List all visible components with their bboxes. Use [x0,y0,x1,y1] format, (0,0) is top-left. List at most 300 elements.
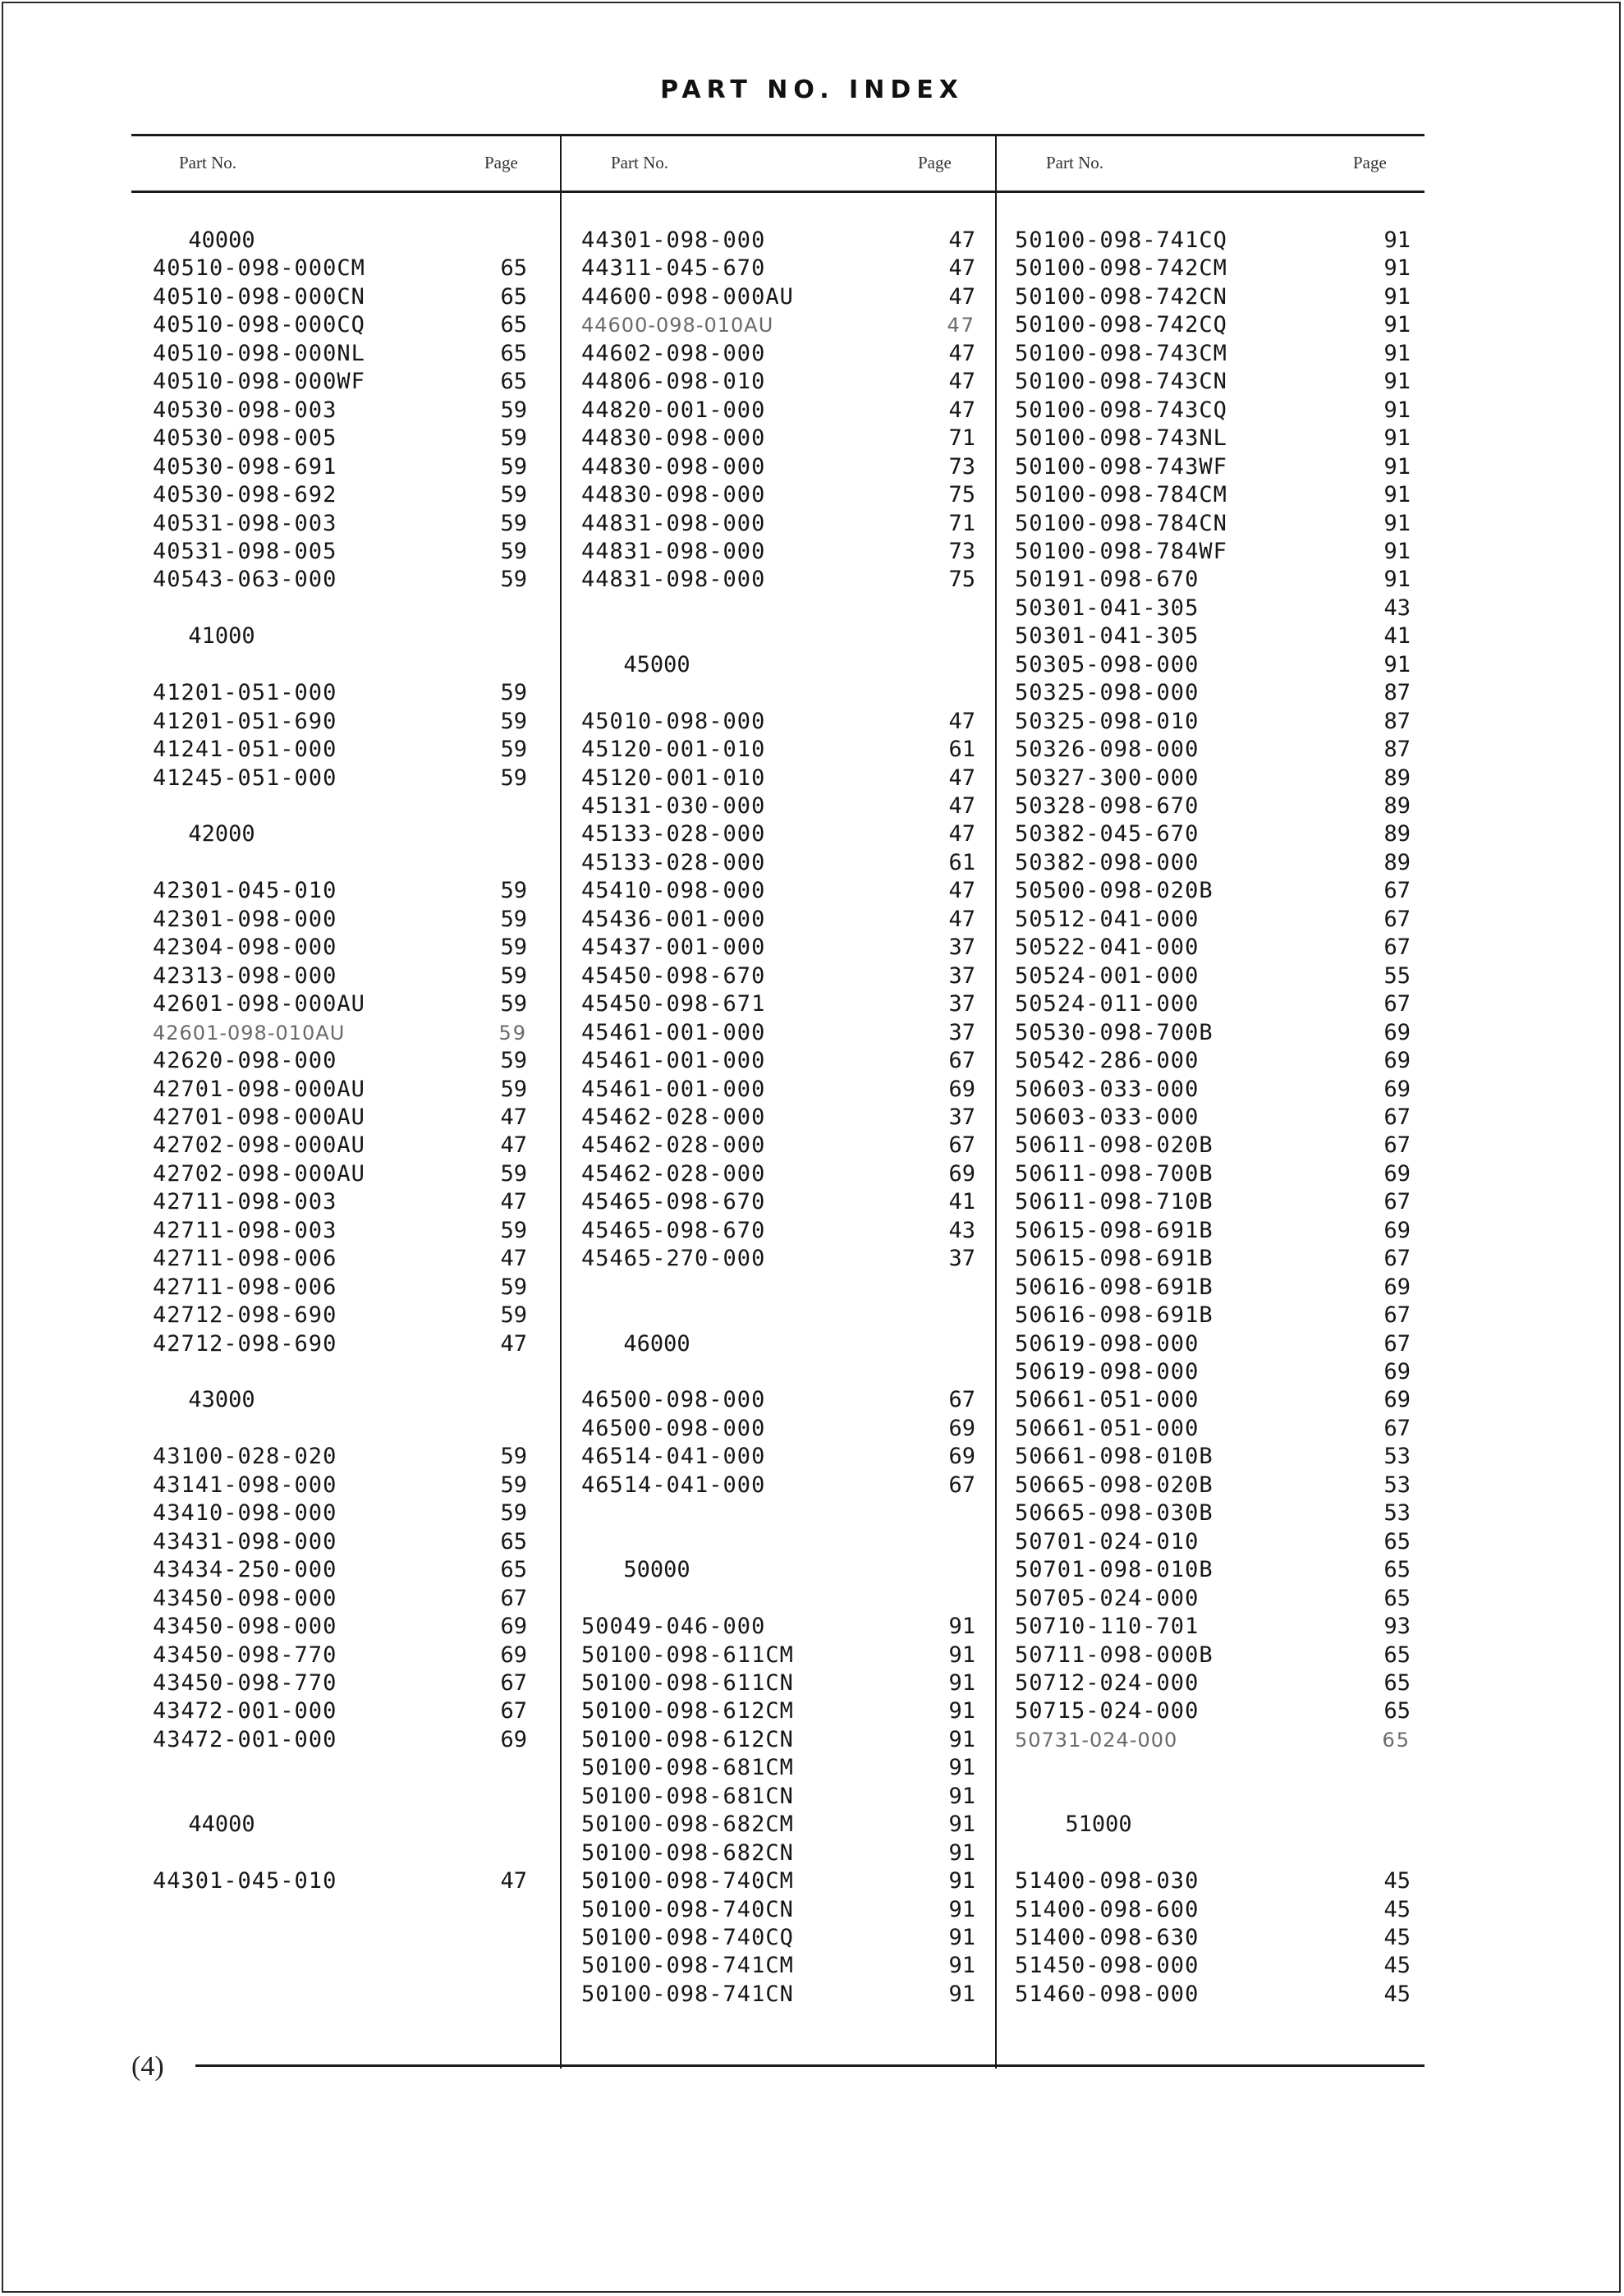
page-reference: 47 [948,793,975,819]
page-reference: 59 [500,482,527,507]
part-number: 40531-098-005 [153,539,337,564]
index-row [581,1924,975,1952]
part-number: 50100-098-612CM [581,1698,794,1724]
part-number: 41201-051-000 [153,680,337,705]
page-reference: 47 [948,821,975,847]
index-row [1015,255,1411,282]
section-heading: 40000 [188,227,255,253]
index-row [153,368,527,396]
section-heading: 46000 [623,1331,690,1357]
page-reference: 91 [1383,312,1411,338]
page-reference: 59 [500,1472,527,1498]
part-number: 42711-098-006 [153,1246,337,1271]
page-reference: 59 [500,991,527,1017]
part-number: 43472-001-000 [153,1698,337,1724]
index-row [1015,1132,1411,1159]
index-row [1015,397,1411,425]
index-row [1015,708,1411,736]
column-3-page-header: Page [1353,153,1387,172]
index-row [153,1642,527,1669]
index-row [581,1613,975,1641]
page-reference: 91 [948,1840,975,1866]
footer-rule [195,2064,1424,2067]
page-reference: 53 [1383,1444,1411,1469]
index-row [1015,1896,1411,1924]
part-number: 50100-098-742CQ [1015,312,1227,338]
part-number: 45133-028-000 [581,821,766,847]
part-number: 43434-250-000 [153,1557,337,1582]
page-reference: 47 [948,284,975,310]
index-row [1015,1952,1411,1980]
page-title: PART NO. INDEX [660,76,964,104]
part-number: 50100-098-741CQ [1015,227,1227,253]
part-number: 42711-098-003 [153,1218,337,1243]
index-row [1015,1981,1411,2009]
index-row [581,1981,975,2009]
page-reference: 69 [1383,1387,1411,1412]
index-row [153,962,527,990]
index-row [153,453,527,481]
page-reference: 67 [1383,1416,1411,1441]
part-number: 45462-028-000 [581,1161,766,1187]
section-heading: 51000 [1065,1812,1132,1837]
part-number: 44830-098-000 [581,482,766,507]
index-row [581,1386,975,1414]
part-number: 42702-098-000AU [153,1161,365,1187]
section-heading: 41000 [188,623,255,649]
index-row [153,1160,527,1188]
part-number: 50100-098-612CN [581,1727,794,1752]
index-row [1015,595,1411,622]
page-reference: 91 [1383,539,1411,564]
index-row [581,820,975,848]
page-reference: 69 [1383,1359,1411,1384]
page-reference: 65 [500,369,527,394]
page-reference: 43 [948,1218,975,1243]
page-reference: 45 [1383,1981,1411,2007]
page-reference: 67 [948,1472,975,1498]
index-row [1015,934,1411,962]
index-row [581,397,975,425]
column-divider-2 [995,135,997,2069]
page-reference: 59 [500,567,527,592]
part-number: 44820-001-000 [581,397,766,423]
part-number: 50100-098-611CN [581,1670,794,1696]
part-number: 50325-098-010 [1015,709,1200,734]
index-row [1015,1358,1411,1386]
page-reference: 73 [948,539,975,564]
page-reference: 65 [500,284,527,310]
page-reference: 59 [500,511,527,536]
part-number: 45450-098-671 [581,991,766,1017]
page-reference: 65 [500,341,527,366]
index-row [581,906,975,934]
index-row [581,425,975,452]
page-reference: 69 [500,1642,527,1668]
page-reference: 75 [948,482,975,507]
page-reference: 65 [1383,1557,1411,1582]
index-row [581,340,975,368]
page-reference: 67 [1383,1302,1411,1328]
part-number: 50100-098-742CM [1015,255,1227,281]
part-number: 45436-001-000 [581,907,766,932]
page-reference: 59 [500,1218,527,1243]
page-reference: 47 [948,397,975,423]
section-heading: 45000 [623,652,690,677]
part-number: 50100-098-743CN [1015,369,1227,394]
page-reference: 67 [1383,1132,1411,1158]
part-number: 46514-041-000 [581,1444,766,1469]
part-number: 40530-098-692 [153,482,337,507]
part-number: 43410-098-000 [153,1500,337,1526]
part-number: 51400-098-600 [1015,1897,1200,1922]
page-reference: 69 [948,1416,975,1441]
part-number: 40530-098-003 [153,397,337,423]
index-row [581,877,975,905]
page-reference: 91 [1383,425,1411,451]
page-reference: 91 [1383,482,1411,507]
part-number: 44301-045-010 [153,1868,337,1894]
index-row [581,481,975,509]
page-reference: 67 [1383,907,1411,932]
part-number: 42601-098-010AU [153,1022,346,1045]
index-row [153,1472,527,1499]
page-reference: 91 [948,1614,975,1639]
page-reference: 91 [948,1868,975,1894]
page-reference: 37 [948,991,975,1017]
index-row [153,1556,527,1584]
index-row [581,1867,975,1895]
page-reference: 91 [948,1812,975,1837]
index-row [153,1132,527,1159]
part-number: 50301-041-305 [1015,595,1200,621]
part-number: 50616-098-691B [1015,1302,1213,1328]
part-number: 50327-300-000 [1015,765,1200,791]
part-number: 44311-045-670 [581,255,766,281]
index-row [1015,1443,1411,1471]
page-reference: 53 [1383,1500,1411,1526]
index-row [581,1415,975,1443]
index-row [1015,877,1411,905]
index-row [1015,510,1411,538]
index-row [581,1726,975,1754]
part-number: 42304-098-000 [153,934,337,960]
part-number: 50661-051-000 [1015,1387,1200,1412]
index-row [1015,622,1411,650]
part-number: 44830-098-000 [581,425,766,451]
page-reference: 45 [1383,1953,1411,1978]
page-reference: 59 [500,425,527,451]
index-row [1015,906,1411,934]
index-row [153,311,527,339]
part-number: 50100-098-681CM [581,1755,794,1780]
page-reference: 67 [948,1048,975,1073]
part-number: 40510-098-000CM [153,255,365,281]
page-reference: 65 [500,1557,527,1582]
index-row [1015,340,1411,368]
part-number: 45465-270-000 [581,1246,766,1271]
index-row [153,1613,527,1641]
part-number: 50100-098-740CN [581,1897,794,1922]
page-reference: 67 [1383,1104,1411,1130]
part-number: 50603-033-000 [1015,1104,1200,1130]
index-row [153,1274,527,1302]
index-row [153,1697,527,1725]
part-number: 51400-098-630 [1015,1925,1200,1950]
part-number: 50710-110-701 [1015,1614,1200,1639]
page-reference: 65 [1383,1529,1411,1554]
part-number: 44600-098-000AU [581,284,794,310]
index-row [581,1443,975,1471]
index-row [153,1302,527,1329]
index-row [581,1642,975,1669]
index-row [1015,1585,1411,1613]
page-reference: 47 [948,709,975,734]
part-number: 41245-051-000 [153,765,337,791]
part-number: 50500-098-020B [1015,878,1213,903]
page-reference: 89 [1383,850,1411,875]
column-2-part-header: Part No. [611,153,668,172]
index-row [153,736,527,764]
page-reference: 71 [948,511,975,536]
part-number: 40531-098-003 [153,511,337,536]
index-row [1015,765,1411,792]
page-reference: 69 [500,1614,527,1639]
part-number: 40510-098-000CQ [153,312,365,338]
part-number: 50619-098-000 [1015,1331,1200,1357]
part-number: 50100-098-743WF [1015,454,1227,480]
page-reference: 47 [500,1246,527,1271]
page-reference: 91 [1383,369,1411,394]
index-row [153,1726,527,1754]
index-row [153,1867,527,1895]
page-reference: 59 [500,709,527,734]
index-row [581,510,975,538]
index-row [153,510,527,538]
part-number: 50615-098-691B [1015,1246,1213,1271]
index-row [1015,1726,1411,1754]
part-number: 42701-098-000AU [153,1077,365,1102]
index-row [1015,1217,1411,1245]
part-number: 50731-024-000 [1015,1729,1178,1752]
part-number: 50100-098-682CM [581,1812,794,1837]
index-row [1015,651,1411,679]
index-row [1015,1302,1411,1329]
index-row [1015,1528,1411,1556]
page-reference: 59 [500,1077,527,1102]
part-number: 50524-011-000 [1015,991,1200,1017]
index-row [581,849,975,877]
page-reference: 59 [500,963,527,989]
index-row [153,679,527,707]
page-reference: 65 [500,1529,527,1554]
index-row [1015,538,1411,566]
part-number: 42711-098-006 [153,1274,337,1300]
index-row [581,1104,975,1132]
page-reference: 65 [500,312,527,338]
index-row [153,340,527,368]
page-reference: 91 [948,1755,975,1780]
index-row [1015,736,1411,764]
part-number: 44602-098-000 [581,341,766,366]
page-reference: 47 [948,341,975,366]
page-reference: 47 [500,1104,527,1130]
page-reference: 69 [1383,1020,1411,1045]
index-row [1015,1499,1411,1527]
index-row [1015,1669,1411,1697]
part-number: 50100-098-741CN [581,1981,794,2007]
index-row [581,1160,975,1188]
page-reference: 47 [500,1132,527,1158]
index-row [153,877,527,905]
section-heading: 42000 [188,821,255,847]
part-number: 50530-098-700B [1015,1020,1213,1045]
page-reference: 91 [1383,341,1411,366]
part-number: 43472-001-000 [153,1727,337,1752]
page-reference: 67 [948,1132,975,1158]
index-row [581,368,975,396]
part-number: 42301-098-000 [153,907,337,932]
page-reference: 91 [1383,567,1411,592]
part-number: 43450-098-770 [153,1670,337,1696]
page-reference: 43 [1383,595,1411,621]
page-reference: 67 [1383,934,1411,960]
index-row [581,962,975,990]
index-row [1015,1472,1411,1499]
index-row [153,1019,527,1047]
part-number: 50615-098-691B [1015,1218,1213,1243]
part-number: 50326-098-000 [1015,737,1200,762]
index-row [153,934,527,962]
page-reference: 47 [948,907,975,932]
page-reference: 69 [948,1161,975,1187]
part-number: 50100-098-740CM [581,1868,794,1894]
index-row [581,566,975,594]
index-row [1015,990,1411,1018]
page-reference: 71 [948,425,975,451]
part-number: 40530-098-005 [153,425,337,451]
index-row [1015,1697,1411,1725]
index-row [581,1132,975,1159]
page-reference: 45 [1383,1925,1411,1950]
page-reference: 59 [500,934,527,960]
part-number: 40510-098-000WF [153,369,365,394]
index-row [1015,1019,1411,1047]
page-reference: 65 [1383,1642,1411,1668]
part-number: 42701-098-000AU [153,1104,365,1130]
index-row [153,906,527,934]
page-reference: 47 [948,255,975,281]
page-reference: 67 [1383,1246,1411,1271]
page-reference: 59 [500,539,527,564]
page-reference: 37 [948,1104,975,1130]
part-number: 50100-098-611CM [581,1642,794,1668]
part-number: 42601-098-000AU [153,991,365,1017]
part-number: 50712-024-000 [1015,1670,1200,1696]
index-row [1015,425,1411,452]
part-number: 45120-001-010 [581,765,766,791]
part-number: 42712-098-690 [153,1302,337,1328]
page-reference: 65 [1383,1698,1411,1724]
part-number: 45410-098-000 [581,878,766,903]
part-number: 50661-051-000 [1015,1416,1200,1441]
part-number: 41241-051-000 [153,737,337,762]
page-reference: 59 [500,1048,527,1073]
part-number: 50611-098-700B [1015,1161,1213,1187]
index-row [153,1443,527,1471]
index-row [153,1104,527,1132]
index-row [1015,962,1411,990]
part-number: 46514-041-000 [581,1472,766,1498]
part-number: 50611-098-710B [1015,1189,1213,1215]
part-number: 40543-063-000 [153,567,337,592]
page-reference: 69 [948,1077,975,1102]
page-reference: 47 [500,1868,527,1894]
page-reference: 67 [500,1670,527,1696]
index-row [1015,368,1411,396]
part-number: 50665-098-030B [1015,1500,1213,1526]
page-reference: 91 [1383,397,1411,423]
page-reference: 59 [500,397,527,423]
index-row [1015,679,1411,707]
index-row [1015,1104,1411,1132]
header-top-rule [131,134,1424,136]
index-row [581,255,975,282]
page-reference: 59 [500,907,527,932]
page-reference: 65 [500,255,527,281]
index-row [153,1047,527,1075]
page-reference: 67 [1383,1331,1411,1357]
page-reference: 47 [500,1331,527,1357]
index-row [581,1188,975,1216]
part-number: 40510-098-000CN [153,284,365,310]
part-number: 45462-028-000 [581,1132,766,1158]
index-row [153,765,527,792]
index-row [581,1669,975,1697]
page-reference: 37 [948,934,975,960]
index-row [1015,481,1411,509]
page-reference: 67 [1383,878,1411,903]
page-reference: 91 [948,1953,975,1978]
part-number: 51450-098-000 [1015,1953,1200,1978]
index-row [581,934,975,962]
page-reference: 65 [1383,1586,1411,1611]
index-row [581,990,975,1018]
part-number: 50711-098-000B [1015,1642,1213,1668]
part-number: 44301-098-000 [581,227,766,253]
index-row [581,1783,975,1811]
index-row [153,1585,527,1613]
page-reference: 45 [1383,1897,1411,1922]
index-row [1015,283,1411,311]
part-number: 51400-098-030 [1015,1868,1200,1894]
page-reference: 47 [948,878,975,903]
page-reference: 87 [1383,680,1411,705]
page-reference: 89 [1383,765,1411,791]
page-reference: 91 [948,1897,975,1922]
index-row [581,453,975,481]
index-row [1015,1188,1411,1216]
part-number: 44806-098-010 [581,369,766,394]
part-number: 46500-098-000 [581,1416,766,1441]
part-number: 43431-098-000 [153,1529,337,1554]
index-row [153,481,527,509]
page-reference: 59 [500,765,527,791]
part-number: 50100-098-784WF [1015,539,1227,564]
page-reference: 47 [948,369,975,394]
index-row [581,1217,975,1245]
page-reference: 91 [1383,284,1411,310]
